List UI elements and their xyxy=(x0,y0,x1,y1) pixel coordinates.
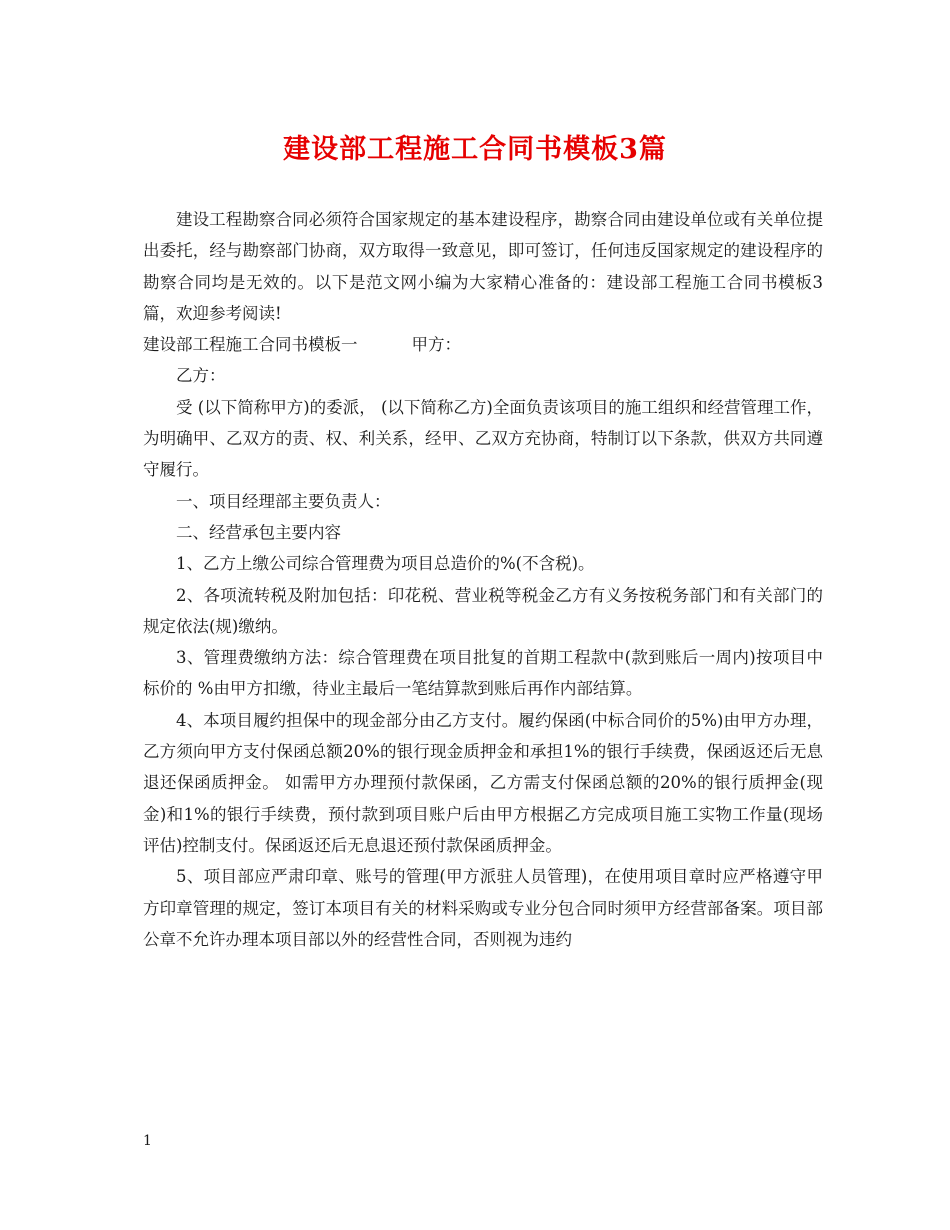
entrust-paragraph: 受 (以下简称甲方)的委派， (以下简称乙方)全面负责该项目的施工组织和经营管理工作，为明确甲、乙双方的责、权、利关系，经甲、乙双方充协商，特制订以下条款，供双方共同遵守履行。 xyxy=(143,397,823,480)
intro-paragraph: 建设工程勘察合同必须符合国家规定的基本建设程序，勘察合同由建设单位或有关单位提出委托，经与勘察部门协商，双方取得一致意见，即可签订，任何违反国家规定的建设程序的勘察合同均是无效的。以下是范文网小编为大家精心准备的：建设部工程施工合同书模板3篇，欢迎参考阅读! xyxy=(143,210,823,323)
section-heading: 建设部工程施工合同书模板一 xyxy=(143,335,358,355)
document-title: 建设部工程施工合同书模板3篇 xyxy=(283,134,667,165)
party-b-label: 乙方： xyxy=(176,366,226,386)
clause-4: 4、本项目履约担保中的现金部分由乙方支付。履约保函(中标合同价的5%)由甲方办理，乙方须向甲方支付保函总额20%的银行现金质押金和承担1%的银行手续费，保函返还后无息退还保函质押金。 如需甲方办理预付款保函，乙方需支付保函总额的20%的银行质押金(现金)和1%的银行手续费，预付款到项目账户后由甲方根据乙方完成项目施工实物工作量(现场评估)控制支付。保函返还后无息退还预付款保函质押金。 xyxy=(143,710,823,855)
item-two-heading: 二、经营承包主要内容 xyxy=(176,522,341,542)
clause-5: 5、项目部应严肃印章、账号的管理(甲方派驻人员管理)，在使用项目章时应严格遵守甲方印章管理的规定，签订本项目有关的材料采购或专业分包合同时须甲方经营部备案。项目部公章不允许办理本项目部以外的经营性合同，否则视为违约 xyxy=(143,867,823,949)
item-one-heading: 一、项目经理部主要负责人： xyxy=(176,491,391,511)
page-number: 1 xyxy=(143,1133,152,1149)
section-heading-line xyxy=(143,329,823,360)
document-body xyxy=(143,204,823,955)
clause-3: 3、管理费缴纳方法：综合管理费在项目批复的首期工程款中(款到账后一周内)按项目中标价的 %由甲方扣缴，待业主最后一笔结算款到账后再作内部结算。 xyxy=(143,648,823,699)
clause-1: 1、乙方上缴公司综合管理费为项目总造价的%(不含税)。 xyxy=(176,554,595,574)
clause-2: 2、各项流转税及附加包括：印花税、营业税等税金乙方有义务按税务部门和有关部门的规定依法(规)缴纳。 xyxy=(143,585,823,636)
party-a-label: 甲方： xyxy=(411,335,461,355)
